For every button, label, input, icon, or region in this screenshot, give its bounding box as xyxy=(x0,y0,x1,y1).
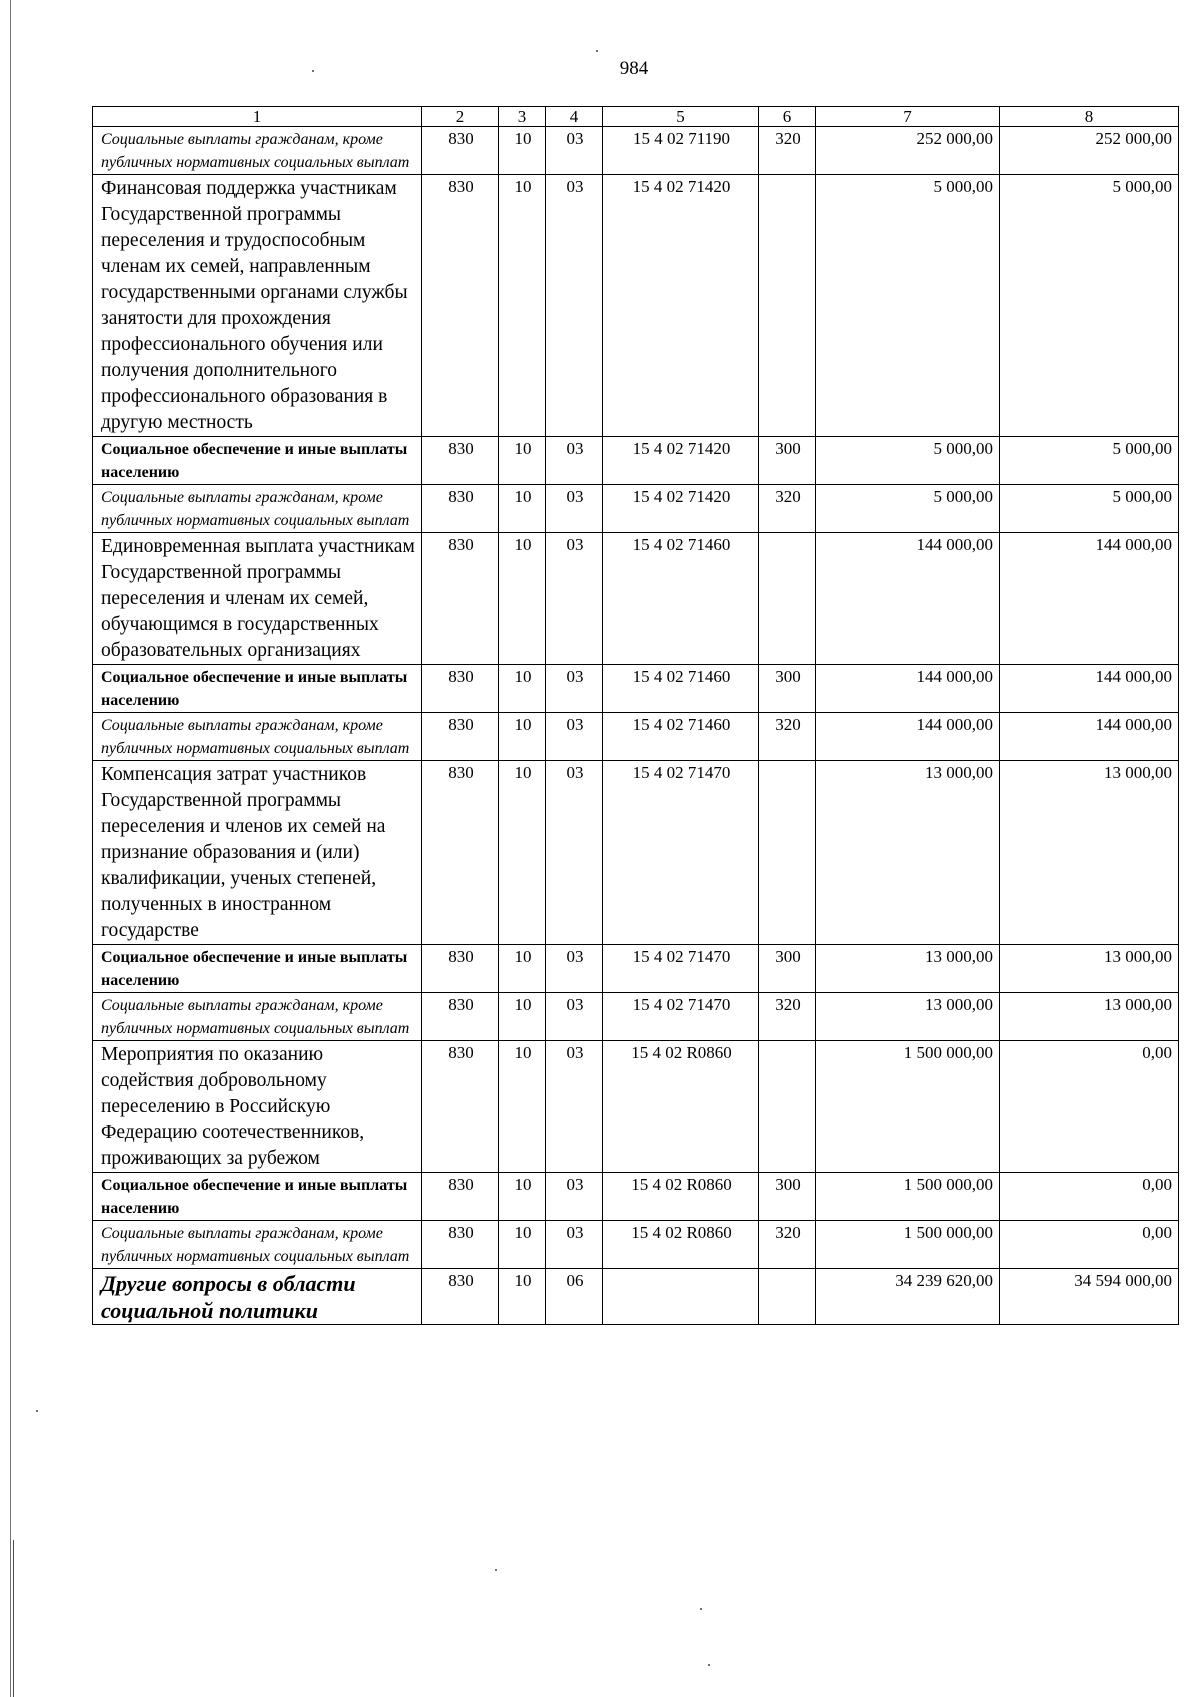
section-cell: 10 xyxy=(499,1269,546,1325)
target-article-cell: 15 4 02 71420 xyxy=(603,485,759,533)
amount-year2-cell: 144 000,00 xyxy=(1000,713,1179,761)
amount-year2-cell: 5 000,00 xyxy=(1000,485,1179,533)
amount-year2-cell: 144 000,00 xyxy=(1000,533,1179,665)
amount-year1-cell: 5 000,00 xyxy=(816,175,1000,437)
section-cell: 10 xyxy=(499,1041,546,1173)
header-cell: 2 xyxy=(422,107,499,127)
admin-code-cell: 830 xyxy=(422,533,499,665)
section-cell: 10 xyxy=(499,533,546,665)
subsection-cell: 03 xyxy=(546,437,603,485)
admin-code-cell: 830 xyxy=(422,713,499,761)
amount-year2-cell: 34 594 000,00 xyxy=(1000,1269,1179,1325)
section-cell: 10 xyxy=(499,175,546,437)
header-cell: 3 xyxy=(499,107,546,127)
scan-speck xyxy=(36,1410,38,1412)
subsection-cell: 06 xyxy=(546,1269,603,1325)
target-article-cell: 15 4 02 71470 xyxy=(603,993,759,1041)
expense-type-cell: 300 xyxy=(759,1173,816,1221)
target-article-cell xyxy=(603,1269,759,1325)
subsection-cell: 03 xyxy=(546,713,603,761)
admin-code-cell: 830 xyxy=(422,437,499,485)
amount-year1-cell: 13 000,00 xyxy=(816,945,1000,993)
row-name-cell: Социальные выплаты гражданам, кроме публичных нормативных социальных выплат xyxy=(93,1221,422,1269)
section-cell: 10 xyxy=(499,945,546,993)
amount-year2-cell: 13 000,00 xyxy=(1000,993,1179,1041)
table-row xyxy=(93,993,1179,1041)
amount-year1-cell: 252 000,00 xyxy=(816,127,1000,175)
section-cell: 10 xyxy=(499,993,546,1041)
admin-code-cell: 830 xyxy=(422,665,499,713)
target-article-cell: 15 4 02 71420 xyxy=(603,175,759,437)
row-name-cell: Социальные выплаты гражданам, кроме публичных нормативных социальных выплат xyxy=(93,127,422,175)
subsection-cell: 03 xyxy=(546,1173,603,1221)
admin-code-cell: 830 xyxy=(422,1173,499,1221)
expense-type-cell: 320 xyxy=(759,127,816,175)
scan-speck xyxy=(495,1569,497,1571)
table-row xyxy=(93,945,1179,993)
section-cell: 10 xyxy=(499,761,546,945)
amount-year1-cell: 144 000,00 xyxy=(816,713,1000,761)
section-cell: 10 xyxy=(499,437,546,485)
expense-type-cell xyxy=(759,1269,816,1325)
amount-year1-cell: 1 500 000,00 xyxy=(816,1173,1000,1221)
admin-code-cell: 830 xyxy=(422,175,499,437)
row-name-cell: Мероприятия по оказанию содействия добровольному переселению в Российскую Федерацию соотечественников, проживающих за рубежом xyxy=(93,1041,422,1173)
target-article-cell: 15 4 02 R0860 xyxy=(603,1221,759,1269)
expense-type-cell: 300 xyxy=(759,945,816,993)
expense-type-cell xyxy=(759,175,816,437)
table-header-row xyxy=(93,107,1179,127)
expense-type-cell: 320 xyxy=(759,713,816,761)
header-cell: 1 xyxy=(93,107,422,127)
scan-speck xyxy=(700,1608,702,1610)
header-cell: 4 xyxy=(546,107,603,127)
table-row xyxy=(93,665,1179,713)
table-row xyxy=(93,1221,1179,1269)
subsection-cell: 03 xyxy=(546,1041,603,1173)
row-name-cell: Компенсация затрат участников Государственной программы переселения и членов их семей на признание образования и (или) квалификации, ученых степеней, полученных в иностранном государстве xyxy=(93,761,422,945)
target-article-cell: 15 4 02 71470 xyxy=(603,761,759,945)
amount-year1-cell: 1 500 000,00 xyxy=(816,1221,1000,1269)
subsection-cell: 03 xyxy=(546,485,603,533)
admin-code-cell: 830 xyxy=(422,485,499,533)
admin-code-cell: 830 xyxy=(422,761,499,945)
admin-code-cell: 830 xyxy=(422,1041,499,1173)
expense-type-cell: 320 xyxy=(759,485,816,533)
expense-type-cell: 300 xyxy=(759,665,816,713)
table-row xyxy=(93,485,1179,533)
scan-speck xyxy=(708,1664,710,1666)
target-article-cell: 15 4 02 R0860 xyxy=(603,1173,759,1221)
section-cell: 10 xyxy=(499,665,546,713)
header-cell: 8 xyxy=(1000,107,1179,127)
amount-year1-cell: 13 000,00 xyxy=(816,761,1000,945)
target-article-cell: 15 4 02 71190 xyxy=(603,127,759,175)
scan-speck xyxy=(596,50,598,52)
budget-table xyxy=(92,106,1179,1325)
amount-year2-cell: 5 000,00 xyxy=(1000,175,1179,437)
expense-type-cell: 320 xyxy=(759,993,816,1041)
subsection-cell: 03 xyxy=(546,1221,603,1269)
header-cell: 7 xyxy=(816,107,1000,127)
target-article-cell: 15 4 02 71460 xyxy=(603,533,759,665)
section-cell: 10 xyxy=(499,713,546,761)
target-article-cell: 15 4 02 R0860 xyxy=(603,1041,759,1173)
scan-speck xyxy=(312,70,314,72)
admin-code-cell: 830 xyxy=(422,1221,499,1269)
amount-year1-cell: 5 000,00 xyxy=(816,485,1000,533)
row-name-cell: Социальное обеспечение и иные выплаты населению xyxy=(93,945,422,993)
row-name-cell: Финансовая поддержка участникам Государственной программы переселения и трудоспособным членам их семей, направленным государственными органами службы занятости для прохождения профессионального обучения или получения дополнительного профессионального образования в другую местность xyxy=(93,175,422,437)
table-row xyxy=(93,175,1179,437)
scan-edge-line xyxy=(13,1540,14,1697)
amount-year1-cell: 34 239 620,00 xyxy=(816,1269,1000,1325)
scan-edge-line xyxy=(10,0,11,1697)
amount-year1-cell: 144 000,00 xyxy=(816,665,1000,713)
target-article-cell: 15 4 02 71420 xyxy=(603,437,759,485)
target-article-cell: 15 4 02 71470 xyxy=(603,945,759,993)
amount-year2-cell: 252 000,00 xyxy=(1000,127,1179,175)
header-cell: 5 xyxy=(603,107,759,127)
amount-year1-cell: 1 500 000,00 xyxy=(816,1041,1000,1173)
amount-year2-cell: 13 000,00 xyxy=(1000,945,1179,993)
amount-year2-cell: 13 000,00 xyxy=(1000,761,1179,945)
subsection-cell: 03 xyxy=(546,127,603,175)
table-row xyxy=(93,1269,1179,1325)
target-article-cell: 15 4 02 71460 xyxy=(603,665,759,713)
subsection-cell: 03 xyxy=(546,665,603,713)
table-row xyxy=(93,533,1179,665)
amount-year1-cell: 144 000,00 xyxy=(816,533,1000,665)
amount-year2-cell: 5 000,00 xyxy=(1000,437,1179,485)
table-row xyxy=(93,761,1179,945)
admin-code-cell: 830 xyxy=(422,127,499,175)
section-cell: 10 xyxy=(499,1221,546,1269)
table-row xyxy=(93,1041,1179,1173)
target-article-cell: 15 4 02 71460 xyxy=(603,713,759,761)
admin-code-cell: 830 xyxy=(422,945,499,993)
row-name-cell: Социальные выплаты гражданам, кроме публичных нормативных социальных выплат xyxy=(93,993,422,1041)
table-row xyxy=(93,437,1179,485)
subsection-cell: 03 xyxy=(546,533,603,665)
amount-year1-cell: 5 000,00 xyxy=(816,437,1000,485)
section-cell: 10 xyxy=(499,127,546,175)
row-name-cell: Социальные выплаты гражданам, кроме публичных нормативных социальных выплат xyxy=(93,713,422,761)
amount-year2-cell: 0,00 xyxy=(1000,1041,1179,1173)
section-cell: 10 xyxy=(499,1173,546,1221)
row-name-cell: Социальные выплаты гражданам, кроме публичных нормативных социальных выплат xyxy=(93,485,422,533)
table-row xyxy=(93,1173,1179,1221)
row-name-cell: Социальное обеспечение и иные выплаты населению xyxy=(93,437,422,485)
expense-type-cell xyxy=(759,533,816,665)
expense-type-cell: 320 xyxy=(759,1221,816,1269)
subsection-cell: 03 xyxy=(546,761,603,945)
table-row xyxy=(93,127,1179,175)
expense-type-cell xyxy=(759,1041,816,1173)
admin-code-cell: 830 xyxy=(422,993,499,1041)
row-name-cell: Социальное обеспечение и иные выплаты населению xyxy=(93,1173,422,1221)
subsection-cell: 03 xyxy=(546,175,603,437)
row-name-cell: Единовременная выплата участникам Государственной программы переселения и членам их семей, обучающимся в государственных образовательных организациях xyxy=(93,533,422,665)
expense-type-cell: 300 xyxy=(759,437,816,485)
subsection-cell: 03 xyxy=(546,945,603,993)
amount-year1-cell: 13 000,00 xyxy=(816,993,1000,1041)
row-name-cell: Социальное обеспечение и иные выплаты населению xyxy=(93,665,422,713)
amount-year2-cell: 0,00 xyxy=(1000,1173,1179,1221)
section-cell: 10 xyxy=(499,485,546,533)
table-body xyxy=(93,127,1179,1325)
table-row xyxy=(93,713,1179,761)
expense-type-cell xyxy=(759,761,816,945)
admin-code-cell: 830 xyxy=(422,1269,499,1325)
header-cell: 6 xyxy=(759,107,816,127)
page-number: 984 xyxy=(619,58,649,79)
amount-year2-cell: 144 000,00 xyxy=(1000,665,1179,713)
row-name-cell: Другие вопросы в области социальной политики xyxy=(93,1269,422,1325)
subsection-cell: 03 xyxy=(546,993,603,1041)
amount-year2-cell: 0,00 xyxy=(1000,1221,1179,1269)
